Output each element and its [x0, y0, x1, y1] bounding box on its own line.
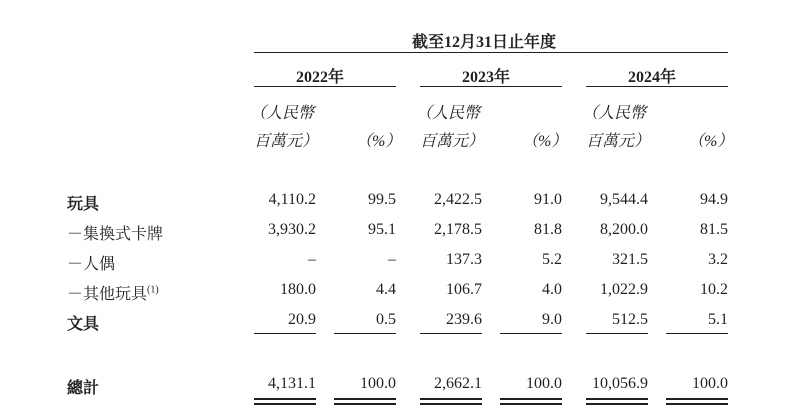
year-2023-header: 2023年 [462, 69, 511, 86]
total-dbl-2024b-top [666, 398, 728, 400]
cell-2022-amount: 180.0 [280, 281, 316, 298]
cell-2024-pct: 10.2 [700, 281, 728, 298]
row-label [67, 221, 163, 244]
cell-2023-amount: 239.6 [446, 311, 482, 328]
total-2023-pct: 100.0 [526, 375, 562, 392]
year-2022-header: 2022年 [296, 69, 345, 86]
pct-2024: （%） [688, 133, 734, 150]
cell-2023-pct: 81.8 [534, 221, 562, 238]
cell-2023-amount: 106.7 [446, 281, 482, 298]
row-label [67, 191, 99, 214]
cell-2022-pct: 0.5 [376, 311, 396, 328]
total-dbl-2022a-top [254, 398, 316, 400]
year-2023-rule [420, 86, 562, 87]
cell-2022-pct: 4.4 [376, 281, 396, 298]
row-label-text: 文具 [67, 316, 100, 333]
total-dbl-2023b-bot [500, 403, 562, 405]
total-dbl-2023b-top [500, 398, 562, 400]
total-dbl-2023a-bot [420, 403, 482, 405]
cell-2022-pct: 95.1 [368, 221, 396, 238]
subtotal-rule-2024b [666, 333, 728, 334]
cell-2023-amount: 137.3 [446, 251, 482, 268]
cell-2024-pct: 5.1 [708, 311, 728, 328]
subtotal-rule-2023b [500, 333, 562, 334]
row-label [67, 281, 159, 304]
cell-2022-pct: 99.5 [368, 191, 396, 208]
year-2022-rule [254, 86, 396, 87]
cell-2024-pct: 94.9 [700, 191, 728, 208]
cell-2023-pct: 91.0 [534, 191, 562, 208]
cell-2024-amount: 321.5 [612, 251, 648, 268]
year-2024-rule [586, 86, 728, 87]
cell-2022-pct: – [388, 251, 396, 268]
footnote-marker: (1) [147, 284, 159, 296]
row-label-text: －人偶 [67, 256, 116, 273]
subtotal-rule-2022a [254, 333, 316, 334]
unit-2024-line2: 百萬元） [586, 133, 651, 150]
total-2024-pct: 100.0 [692, 375, 728, 392]
year-2024-header: 2024年 [628, 69, 677, 86]
total-2022-pct: 100.0 [360, 375, 396, 392]
unit-2022-line2: 百萬元） [254, 133, 319, 150]
unit-2024-line1: （人民幣 [582, 105, 647, 122]
total-dbl-2024a-top [586, 398, 648, 400]
period-title: 截至12月31日止年度 [412, 34, 557, 51]
total-dbl-2022a-bot [254, 403, 316, 405]
total-2022-amount: 4,131.1 [268, 375, 316, 392]
total-label: 總計 [67, 380, 100, 397]
cell-2024-amount: 8,200.0 [600, 221, 648, 238]
cell-2023-amount: 2,178.5 [434, 221, 482, 238]
row-label-text: 玩具 [67, 196, 100, 213]
unit-2023-line1: （人民幣 [416, 105, 481, 122]
total-dbl-2024b-bot [666, 403, 728, 405]
cell-2024-amount: 512.5 [612, 311, 648, 328]
cell-2023-amount: 2,422.5 [434, 191, 482, 208]
cell-2024-amount: 1,022.9 [600, 281, 648, 298]
total-dbl-2024a-bot [586, 403, 648, 405]
total-2023-amount: 2,662.1 [434, 375, 482, 392]
total-2024-amount: 10,056.9 [592, 375, 648, 392]
row-label [67, 251, 115, 274]
total-dbl-2023a-top [420, 398, 482, 400]
row-label-text: －集換式卡牌 [67, 226, 164, 243]
subtotal-rule-2024a [586, 333, 648, 334]
cell-2023-pct: 9.0 [542, 311, 562, 328]
row-label-text: －其他玩具 [67, 286, 148, 303]
unit-2022-line1: （人民幣 [250, 105, 315, 122]
cell-2024-pct: 81.5 [700, 221, 728, 238]
cell-2024-amount: 9,544.4 [600, 191, 648, 208]
pct-2022: （%） [356, 133, 402, 150]
subtotal-rule-2022b [334, 333, 396, 334]
cell-2022-amount: 4,110.2 [268, 191, 316, 208]
row-label [67, 311, 99, 334]
cell-2023-pct: 4.0 [542, 281, 562, 298]
total-dbl-2022b-top [334, 398, 396, 400]
unit-2023-line2: 百萬元） [420, 133, 485, 150]
pct-2023: （%） [522, 133, 568, 150]
cell-2022-amount: – [308, 251, 316, 268]
total-dbl-2022b-bot [334, 403, 396, 405]
cell-2024-pct: 3.2 [708, 251, 728, 268]
cell-2022-amount: 20.9 [288, 311, 316, 328]
cell-2023-pct: 5.2 [542, 251, 562, 268]
subtotal-rule-2023a [420, 333, 482, 334]
period-rule [254, 52, 728, 53]
cell-2022-amount: 3,930.2 [268, 221, 316, 238]
